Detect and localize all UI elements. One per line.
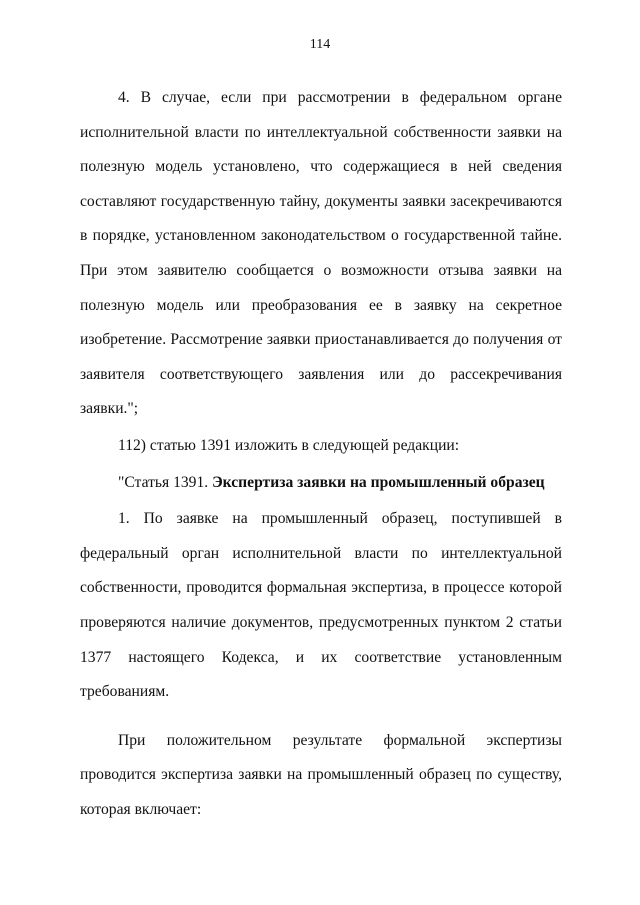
paragraph-item-112: 112) статью 1391 изложить в следующей редакции: <box>118 436 460 454</box>
paragraph-clause-1: 1. По заявке на промышленный образец, поступившей в федеральный орган исполнительной власти по интеллектуальной собственности, проводится формальная экспертиза, в процессе которой проверяются наличие документов, предусмотренных пунктом 2 статьи 1377 настоящего Кодекса, и их соответствие установленным требованиям. <box>80 510 562 701</box>
paragraph-positive-result: При положительном результате формальной экспертизы проводится экспертиза заявки на промышленный образец по существу, которая включает: <box>80 731 562 818</box>
article-number: "Статья 1391. <box>118 473 213 491</box>
article-title: Экспертиза заявки на промышленный образец <box>212 473 545 491</box>
paragraph-item-4: 4. В случае, если при рассмотрении в федеральном органе исполнительной власти по интеллектуальной собственности заявки на полезную модель установлено, что содержащиеся в ней сведения составляют государственную тайну, документы заявки засекречиваются в порядке, установленном законодательством о государственной тайне. При этом заявителю сообщается о возможности отзыва заявки на полезную модель или преобразования ее в заявку на секретное изобретение. Рассмотрение заявки приостанавливается до получения от заявителя соответствующего заявления или до рассекречивания заявки."; <box>80 89 562 418</box>
article-heading <box>80 466 562 501</box>
page-number: 114 <box>309 37 331 52</box>
document-body <box>80 81 562 827</box>
